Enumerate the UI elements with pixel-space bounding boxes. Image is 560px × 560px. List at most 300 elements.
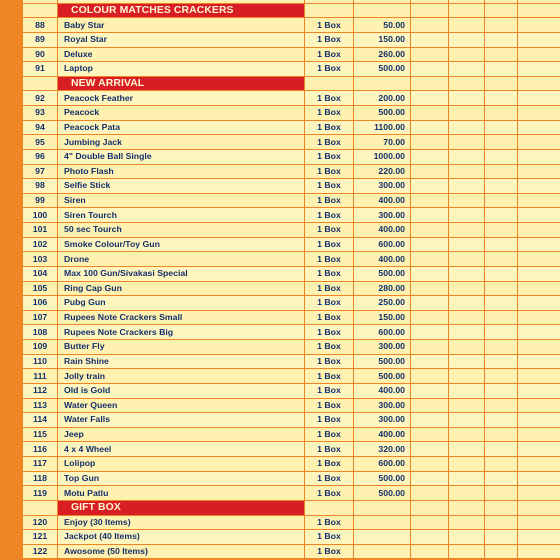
- serial-number-cell: 114: [23, 413, 58, 428]
- blank-cell-1: [411, 91, 449, 106]
- blank-cell-2: [449, 223, 485, 238]
- section-header-row: [23, 76, 560, 91]
- blank-cell-3: [485, 266, 518, 281]
- blank-cell-2: [449, 47, 485, 62]
- blank-cell-1: [411, 252, 449, 267]
- price-cell: 400.00: [354, 223, 411, 238]
- blank-cell-3: [485, 383, 518, 398]
- serial-number-cell: 108: [23, 325, 58, 340]
- content-cell: 1 Box: [305, 530, 354, 545]
- table-row: [23, 398, 560, 413]
- item-name-cell: Lolipop: [58, 457, 305, 472]
- item-name-cell: Jolly train: [58, 369, 305, 384]
- blank-cell-4: [518, 340, 560, 355]
- content-cell: 1 Box: [305, 413, 354, 428]
- content-cell: 1 Box: [305, 193, 354, 208]
- serial-number-cell: 88: [23, 18, 58, 33]
- blank-cell-4: [518, 193, 560, 208]
- blank-cell-2: [449, 354, 485, 369]
- blank-cell-4: [518, 120, 560, 135]
- item-name-cell: Peacock: [58, 106, 305, 121]
- content-cell: 1 Box: [305, 427, 354, 442]
- serial-number-cell: 115: [23, 427, 58, 442]
- blank-cell-2: [449, 3, 485, 18]
- content-cell: 1 Box: [305, 340, 354, 355]
- blank-cell-1: [411, 515, 449, 530]
- item-name-cell: Drone: [58, 252, 305, 267]
- blank-cell-2: [449, 76, 485, 91]
- table-row: [23, 530, 560, 545]
- price-cell: 200.00: [354, 91, 411, 106]
- blank-cell-4: [518, 18, 560, 33]
- blank-cell-3: [485, 398, 518, 413]
- table-row: [23, 354, 560, 369]
- price-cell: 500.00: [354, 106, 411, 121]
- item-name-cell: Ring Cap Gun: [58, 281, 305, 296]
- blank-cell-2: [449, 486, 485, 501]
- price-cell: 600.00: [354, 237, 411, 252]
- content-cell: 1 Box: [305, 47, 354, 62]
- content-cell: 1 Box: [305, 457, 354, 472]
- serial-number-cell: 109: [23, 340, 58, 355]
- price-cell: 320.00: [354, 442, 411, 457]
- blank-cell-3: [485, 179, 518, 194]
- content-cell: 1 Box: [305, 383, 354, 398]
- table-row: [23, 18, 560, 33]
- blank-cell-1: [411, 457, 449, 472]
- blank-cell-4: [518, 530, 560, 545]
- price-cell: 1000.00: [354, 149, 411, 164]
- item-name-cell: Water Queen: [58, 398, 305, 413]
- blank-cell-1: [411, 296, 449, 311]
- price-cell: 400.00: [354, 383, 411, 398]
- table-row: [23, 135, 560, 150]
- content-cell: 1 Box: [305, 135, 354, 150]
- blank-cell-2: [449, 442, 485, 457]
- blank-cell-3: [485, 62, 518, 77]
- section-header-row: [23, 3, 560, 18]
- table-row: [23, 486, 560, 501]
- table-row: [23, 91, 560, 106]
- price-table-body: [23, 0, 560, 559]
- blank-cell-4: [518, 457, 560, 472]
- blank-cell-2: [449, 310, 485, 325]
- table-row: [23, 164, 560, 179]
- table-row: [23, 32, 560, 47]
- price-cell: 500.00: [354, 486, 411, 501]
- price-cell: 300.00: [354, 179, 411, 194]
- blank-cell-1: [411, 369, 449, 384]
- blank-cell-3: [485, 457, 518, 472]
- blank-cell-1: [411, 442, 449, 457]
- price-cell: 1100.00: [354, 120, 411, 135]
- content-cell: 1 Box: [305, 18, 354, 33]
- price-table: [22, 0, 560, 559]
- section-title: GIFT BOX: [58, 500, 305, 515]
- price-cell: 70.00: [354, 135, 411, 150]
- blank-cell-1: [411, 427, 449, 442]
- blank-cell-3: [485, 223, 518, 238]
- price-cell: 50.00: [354, 18, 411, 33]
- content-cell: 1 Box: [305, 354, 354, 369]
- item-name-cell: Butter Fly: [58, 340, 305, 355]
- blank-cell-3: [485, 208, 518, 223]
- blank-cell-2: [449, 266, 485, 281]
- blank-cell-2: [449, 135, 485, 150]
- item-name-cell: Rupees Note Crackers Small: [58, 310, 305, 325]
- blank-cell-4: [518, 91, 560, 106]
- table-row: [23, 296, 560, 311]
- serial-number-cell: 120: [23, 515, 58, 530]
- serial-number-cell: 97: [23, 164, 58, 179]
- blank-cell-1: [411, 193, 449, 208]
- blank-cell-3: [485, 135, 518, 150]
- blank-cell-3: [485, 530, 518, 545]
- blank-cell-2: [449, 18, 485, 33]
- serial-number-cell: 103: [23, 252, 58, 267]
- blank-cell-4: [518, 398, 560, 413]
- table-row: [23, 427, 560, 442]
- blank-cell-3: [485, 32, 518, 47]
- price-cell: [354, 76, 411, 91]
- blank-cell-2: [449, 149, 485, 164]
- serial-number-cell: 118: [23, 471, 58, 486]
- table-row: [23, 340, 560, 355]
- content-cell: 1 Box: [305, 325, 354, 340]
- price-cell: [354, 544, 411, 559]
- serial-number-cell: 99: [23, 193, 58, 208]
- blank-cell-4: [518, 471, 560, 486]
- blank-cell-1: [411, 354, 449, 369]
- item-name-cell: Rupees Note Crackers Big: [58, 325, 305, 340]
- price-cell: [354, 500, 411, 515]
- serial-number-cell: 98: [23, 179, 58, 194]
- table-row: [23, 47, 560, 62]
- table-row: [23, 544, 560, 559]
- blank-cell-2: [449, 237, 485, 252]
- blank-cell-3: [485, 18, 518, 33]
- price-cell: 280.00: [354, 281, 411, 296]
- blank-cell-1: [411, 486, 449, 501]
- serial-number-cell: 122: [23, 544, 58, 559]
- content-cell: 1 Box: [305, 252, 354, 267]
- price-cell: 250.00: [354, 296, 411, 311]
- serial-number-cell: 90: [23, 47, 58, 62]
- serial-number-cell: 92: [23, 91, 58, 106]
- table-row: [23, 442, 560, 457]
- item-name-cell: Jeep: [58, 427, 305, 442]
- blank-cell-2: [449, 500, 485, 515]
- item-name-cell: Royal Star: [58, 32, 305, 47]
- blank-cell-2: [449, 252, 485, 267]
- item-name-cell: Top Gun: [58, 471, 305, 486]
- content-cell: 1 Box: [305, 296, 354, 311]
- section-title: NEW ARRIVAL: [58, 76, 305, 91]
- item-name-cell: Jackpot (40 Items): [58, 530, 305, 545]
- blank-cell-2: [449, 383, 485, 398]
- blank-cell-1: [411, 281, 449, 296]
- blank-cell-2: [449, 530, 485, 545]
- serial-number-cell: 121: [23, 530, 58, 545]
- content-cell: 1 Box: [305, 310, 354, 325]
- table-row: [23, 325, 560, 340]
- blank-cell-3: [485, 120, 518, 135]
- blank-cell-4: [518, 281, 560, 296]
- content-cell: 1 Box: [305, 486, 354, 501]
- blank-cell-4: [518, 486, 560, 501]
- table-row: [23, 62, 560, 77]
- table-row: [23, 369, 560, 384]
- table-row: [23, 106, 560, 121]
- blank-cell-3: [485, 325, 518, 340]
- section-header-row: [23, 500, 560, 515]
- serial-number-cell: 102: [23, 237, 58, 252]
- blank-cell-4: [518, 32, 560, 47]
- blank-cell-1: [411, 544, 449, 559]
- price-cell: 500.00: [354, 369, 411, 384]
- table-row: [23, 471, 560, 486]
- item-name-cell: Siren Tourch: [58, 208, 305, 223]
- content-cell: 1 Box: [305, 237, 354, 252]
- serial-number-cell: 91: [23, 62, 58, 77]
- blank-cell-4: [518, 106, 560, 121]
- blank-cell-1: [411, 208, 449, 223]
- blank-cell-4: [518, 310, 560, 325]
- content-cell: 1 Box: [305, 398, 354, 413]
- price-cell: 400.00: [354, 252, 411, 267]
- item-name-cell: Old is Gold: [58, 383, 305, 398]
- blank-cell-1: [411, 340, 449, 355]
- blank-cell-2: [449, 120, 485, 135]
- blank-cell-1: [411, 310, 449, 325]
- blank-cell-3: [485, 164, 518, 179]
- blank-cell-1: [411, 500, 449, 515]
- blank-cell-3: [485, 442, 518, 457]
- serial-number-cell: 101: [23, 223, 58, 238]
- blank-cell-1: [411, 76, 449, 91]
- item-name-cell: Water Falls: [58, 413, 305, 428]
- blank-cell-4: [518, 76, 560, 91]
- blank-cell-3: [485, 369, 518, 384]
- blank-cell-2: [449, 340, 485, 355]
- blank-cell-3: [485, 500, 518, 515]
- table-row: [23, 120, 560, 135]
- blank-cell-1: [411, 530, 449, 545]
- blank-cell-4: [518, 413, 560, 428]
- blank-cell-4: [518, 252, 560, 267]
- blank-cell-2: [449, 91, 485, 106]
- blank-cell-3: [485, 310, 518, 325]
- price-cell: [354, 515, 411, 530]
- price-cell: 150.00: [354, 32, 411, 47]
- table-row: [23, 179, 560, 194]
- price-cell: 400.00: [354, 427, 411, 442]
- content-cell: 1 Box: [305, 149, 354, 164]
- blank-cell-1: [411, 179, 449, 194]
- price-cell: 300.00: [354, 413, 411, 428]
- blank-cell-3: [485, 281, 518, 296]
- blank-cell-3: [485, 413, 518, 428]
- price-cell: 500.00: [354, 62, 411, 77]
- blank-cell-3: [485, 252, 518, 267]
- serial-number-cell: [23, 500, 58, 515]
- blank-cell-1: [411, 471, 449, 486]
- content-cell: [305, 500, 354, 515]
- blank-cell-2: [449, 106, 485, 121]
- blank-cell-1: [411, 164, 449, 179]
- content-cell: 1 Box: [305, 120, 354, 135]
- blank-cell-4: [518, 3, 560, 18]
- blank-cell-4: [518, 296, 560, 311]
- table-row: [23, 208, 560, 223]
- blank-cell-2: [449, 193, 485, 208]
- content-cell: 1 Box: [305, 91, 354, 106]
- blank-cell-4: [518, 500, 560, 515]
- blank-cell-2: [449, 413, 485, 428]
- item-name-cell: Motu Patlu: [58, 486, 305, 501]
- price-cell: [354, 3, 411, 18]
- content-cell: 1 Box: [305, 106, 354, 121]
- item-name-cell: Baby Star: [58, 18, 305, 33]
- blank-cell-4: [518, 62, 560, 77]
- table-row: [23, 237, 560, 252]
- blank-cell-2: [449, 208, 485, 223]
- serial-number-cell: 112: [23, 383, 58, 398]
- blank-cell-1: [411, 18, 449, 33]
- blank-cell-3: [485, 3, 518, 18]
- item-name-cell: Jumbing Jack: [58, 135, 305, 150]
- item-name-cell: Max 100 Gun/Sivakasi Special: [58, 266, 305, 281]
- blank-cell-4: [518, 149, 560, 164]
- item-name-cell: 4 x 4 Wheel: [58, 442, 305, 457]
- content-cell: [305, 3, 354, 18]
- table-row: [23, 193, 560, 208]
- serial-number-cell: 107: [23, 310, 58, 325]
- serial-number-cell: 106: [23, 296, 58, 311]
- serial-number-cell: [23, 3, 58, 18]
- blank-cell-1: [411, 47, 449, 62]
- blank-cell-4: [518, 427, 560, 442]
- serial-number-cell: 100: [23, 208, 58, 223]
- blank-cell-2: [449, 164, 485, 179]
- blank-cell-2: [449, 325, 485, 340]
- blank-cell-2: [449, 515, 485, 530]
- content-cell: 1 Box: [305, 515, 354, 530]
- blank-cell-4: [518, 369, 560, 384]
- blank-cell-4: [518, 544, 560, 559]
- blank-cell-3: [485, 340, 518, 355]
- serial-number-cell: 93: [23, 106, 58, 121]
- blank-cell-4: [518, 164, 560, 179]
- price-cell: 300.00: [354, 208, 411, 223]
- blank-cell-4: [518, 383, 560, 398]
- table-row: [23, 310, 560, 325]
- blank-cell-1: [411, 149, 449, 164]
- serial-number-cell: 117: [23, 457, 58, 472]
- content-cell: 1 Box: [305, 179, 354, 194]
- content-cell: 1 Box: [305, 32, 354, 47]
- serial-number-cell: 95: [23, 135, 58, 150]
- item-name-cell: Smoke Colour/Toy Gun: [58, 237, 305, 252]
- blank-cell-3: [485, 149, 518, 164]
- blank-cell-2: [449, 457, 485, 472]
- serial-number-cell: 89: [23, 32, 58, 47]
- blank-cell-3: [485, 471, 518, 486]
- blank-cell-4: [518, 237, 560, 252]
- table-row: [23, 383, 560, 398]
- blank-cell-1: [411, 398, 449, 413]
- blank-cell-1: [411, 223, 449, 238]
- content-cell: 1 Box: [305, 442, 354, 457]
- serial-number-cell: 113: [23, 398, 58, 413]
- content-cell: 1 Box: [305, 266, 354, 281]
- table-row: [23, 252, 560, 267]
- table-row: [23, 515, 560, 530]
- serial-number-cell: 116: [23, 442, 58, 457]
- table-row: [23, 281, 560, 296]
- blank-cell-2: [449, 398, 485, 413]
- content-cell: 1 Box: [305, 62, 354, 77]
- price-cell: 400.00: [354, 193, 411, 208]
- blank-cell-3: [485, 193, 518, 208]
- price-cell: 260.00: [354, 47, 411, 62]
- item-name-cell: 4" Double Ball Single: [58, 149, 305, 164]
- blank-cell-2: [449, 179, 485, 194]
- serial-number-cell: 119: [23, 486, 58, 501]
- serial-number-cell: 94: [23, 120, 58, 135]
- blank-cell-4: [518, 442, 560, 457]
- blank-cell-2: [449, 62, 485, 77]
- blank-cell-3: [485, 354, 518, 369]
- blank-cell-3: [485, 486, 518, 501]
- blank-cell-3: [485, 106, 518, 121]
- item-name-cell: Peacock Pata: [58, 120, 305, 135]
- blank-cell-1: [411, 120, 449, 135]
- content-cell: 1 Box: [305, 369, 354, 384]
- item-name-cell: Pubg Gun: [58, 296, 305, 311]
- table-row: [23, 413, 560, 428]
- blank-cell-1: [411, 135, 449, 150]
- blank-cell-4: [518, 515, 560, 530]
- table-row: [23, 149, 560, 164]
- blank-cell-4: [518, 135, 560, 150]
- price-cell: 600.00: [354, 325, 411, 340]
- blank-cell-2: [449, 471, 485, 486]
- blank-cell-3: [485, 296, 518, 311]
- blank-cell-4: [518, 208, 560, 223]
- blank-cell-1: [411, 413, 449, 428]
- blank-cell-3: [485, 427, 518, 442]
- blank-cell-4: [518, 325, 560, 340]
- section-title: COLOUR MATCHES CRACKERS: [58, 3, 305, 18]
- blank-cell-4: [518, 354, 560, 369]
- item-name-cell: Awosome (50 Items): [58, 544, 305, 559]
- blank-cell-2: [449, 427, 485, 442]
- blank-cell-4: [518, 47, 560, 62]
- item-name-cell: Rain Shine: [58, 354, 305, 369]
- serial-number-cell: 110: [23, 354, 58, 369]
- blank-cell-3: [485, 515, 518, 530]
- serial-number-cell: 96: [23, 149, 58, 164]
- serial-number-cell: 111: [23, 369, 58, 384]
- blank-cell-3: [485, 91, 518, 106]
- blank-cell-4: [518, 179, 560, 194]
- item-name-cell: Peacock Feather: [58, 91, 305, 106]
- item-name-cell: Enjoy (30 Items): [58, 515, 305, 530]
- table-row: [23, 457, 560, 472]
- price-cell: 500.00: [354, 354, 411, 369]
- price-cell: 500.00: [354, 471, 411, 486]
